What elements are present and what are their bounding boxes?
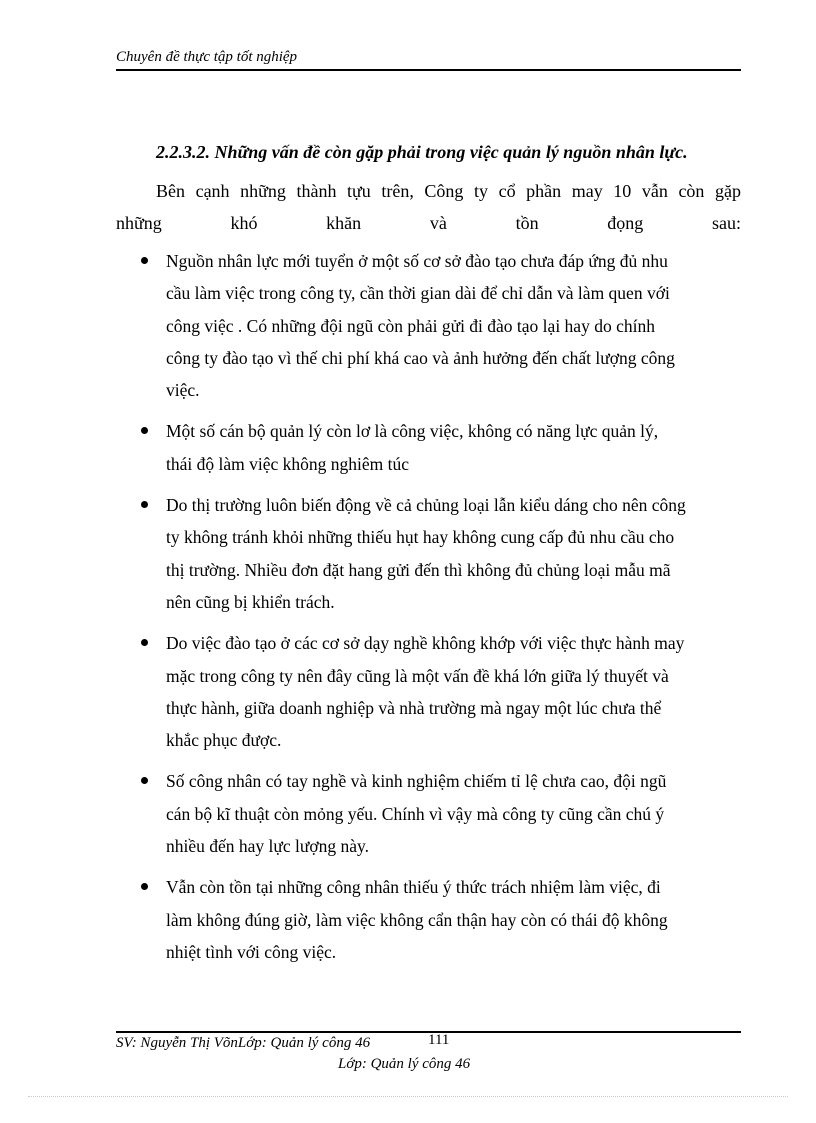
- page-number: 111: [428, 1032, 450, 1048]
- bullet-icon: [141, 257, 148, 264]
- bullet-item: [140, 765, 741, 862]
- bullet-text-line: Một số cán bộ quản lý còn lơ là công việc, không có năng lực quản lý,: [166, 421, 659, 442]
- bullet-text-line: ty không tránh khỏi những thiếu hụt hay không cung cấp đủ nhu cầu cho: [166, 527, 675, 548]
- bullet-text-line: thái độ làm việc không nghiêm túc: [166, 453, 410, 474]
- bullet-text-line: công việc . Có những đội ngũ còn phải gửi đi đào tạo lại hay do chính: [166, 315, 655, 336]
- bullet-text-line: mặc trong công ty nên đây cũng là một vấn đề khá lớn giữa lý thuyết và: [166, 665, 669, 686]
- intro-paragraph-line-1: Bên cạnh những thành tựu trên, Công ty cổ phần may 10 vẫn còn gặp: [156, 181, 741, 201]
- bullet-text-line: khắc phục được.: [166, 730, 282, 751]
- bullet-text-line: làm không đúng giờ, làm việc không cẩn thận hay còn có thái độ không: [166, 909, 668, 930]
- bullet-text-line: nhiệt tình với công việc.: [166, 941, 337, 962]
- bullet-icon: [141, 427, 148, 434]
- bullet-text-line: việc.: [166, 380, 200, 401]
- bullet-icon: [141, 883, 148, 890]
- bullet-text-line: Nguồn nhân lực mới tuyển ở một số cơ sở đào tạo chưa đáp ứng đủ nhu: [166, 251, 668, 271]
- page-bottom-dotted-border: [28, 1096, 788, 1097]
- bullet-icon: [141, 777, 148, 784]
- bullet-item: [140, 627, 741, 756]
- bullet-item: [140, 871, 741, 968]
- bullet-text-line: thực hành, giữa doanh nghiệp và nhà trường mà ngay một lúc chưa thể: [166, 697, 662, 718]
- bullet-text-line: thị trường. Nhiều đơn đặt hang gửi đến thì không đủ chủng loại mẫu mã: [166, 559, 671, 580]
- bullet-icon: [141, 501, 148, 508]
- header-divider: [116, 69, 741, 71]
- bullet-item: [140, 245, 741, 406]
- issues-bullet-list: [140, 245, 741, 977]
- bullet-text-line: Vẫn còn tồn tại những công nhân thiếu ý thức trách nhiệm làm việc, đi: [166, 877, 661, 898]
- bullet-text-line: Do việc đào tạo ở các cơ sở dạy nghề không khớp với việc thực hành may: [166, 633, 685, 654]
- bullet-text-line: nên cũng bị khiển trách.: [166, 591, 335, 612]
- bullet-text-line: Do thị trường luôn biến động về cả chủng loại lẫn kiểu dáng cho nên công: [166, 495, 686, 516]
- bullet-text-line: nhiều đến hay lực lượng này.: [166, 836, 370, 857]
- footer-class-line: Lớp: Quản lý công 46: [338, 1056, 471, 1072]
- intro-paragraph-line-2: những khó khăn và tồn đọng sau:: [116, 213, 741, 233]
- section-heading: 2.2.3.2. Những vấn đề còn gặp phải trong việc quản lý nguồn nhân lực.: [156, 142, 688, 162]
- bullet-text-line: cán bộ kĩ thuật còn mỏng yếu. Chính vì vậy mà công ty cũng cần chú ý: [166, 803, 665, 824]
- bullet-text-line: cầu làm việc trong công ty, cần thời gian dài để chỉ dẫn và làm quen với: [166, 283, 670, 304]
- bullet-text-line: công ty đào tạo vì thế chi phí khá cao và ảnh hưởng đến chất lượng công: [166, 347, 675, 368]
- bullet-item: [140, 415, 741, 480]
- bullet-item: [140, 489, 741, 618]
- bullet-icon: [141, 639, 148, 646]
- footer-student-line: SV: Nguyễn Thị VõnLớp: Quản lý công 46: [116, 1035, 371, 1051]
- bullet-text-line: Số công nhân có tay nghề và kinh nghiệm chiếm tỉ lệ chưa cao, đội ngũ: [166, 771, 667, 792]
- page-header-title: Chuyên đề thực tập tốt nghiệp: [116, 49, 298, 65]
